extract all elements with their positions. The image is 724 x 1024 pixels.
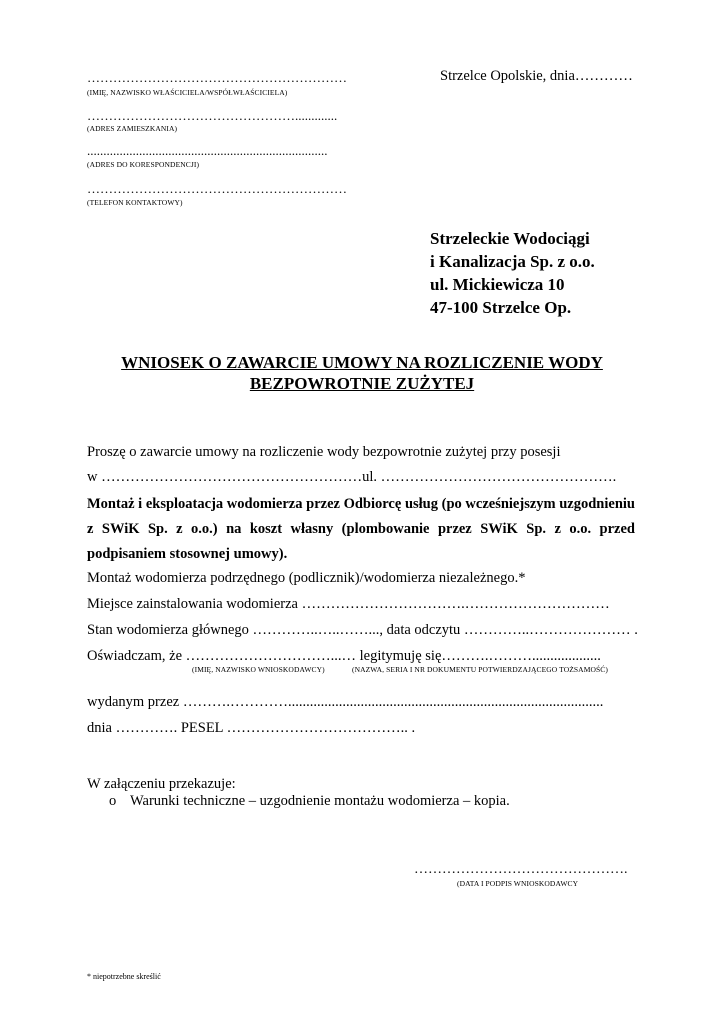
request-text: Proszę o zawarcie umowy na rozliczenie wody bezpowrotnie zużytej przy posesji [87, 444, 561, 460]
declaration-field[interactable]: Oświadczam, że …………………………...… legitymuję się……….………................... [87, 648, 601, 664]
issued-by-field[interactable]: wydanym przez ……….…………....................................................................................... [87, 694, 604, 710]
declaration-caption-name: (IMIĘ, NAZWISKO WNIOSKODAWCY) [192, 665, 325, 674]
attachments-heading: W załączeniu przekazuje: [87, 776, 236, 792]
footnote: * niepotrzebne skreślić [87, 972, 161, 981]
phone-line[interactable]: …………………………………………………… [87, 181, 347, 196]
recipient-line-3: ul. Mickiewicza 10 [430, 275, 565, 294]
phone-caption: (TELEFON KONTAKTOWY) [87, 198, 183, 207]
recipient-line-2: i Kanalizacja Sp. z o.o. [430, 252, 595, 271]
recipient-line-4: 47-100 Strzelce Op. [430, 298, 572, 317]
signature-caption: (DATA I PODPIS WNIOSKODAWCY [457, 879, 579, 888]
document-title-line-1: WNIOSEK O ZAWARCIE UMOWY NA ROZLICZENIE WODY [121, 353, 603, 372]
meter-place-field[interactable]: Miejsce zainstalowania wodomierza …………………………….………………………… [87, 596, 610, 612]
document-title-line-2: BEZPOWROTNIE ZUŻYTEJ [249, 374, 475, 393]
bullet-icon: o [109, 793, 117, 809]
date-pesel-field[interactable]: dnia …………. PESEL ……………………………….. . [87, 720, 416, 736]
signature-line[interactable]: ………………………………………. [414, 862, 628, 877]
owner-name-line[interactable]: …………………………………………………… [87, 70, 347, 85]
declaration-caption-document: (NAZWA, SERIA I NR DOKUMENTU POTWIERDZAJĄCEGO TOŻSAMOŚĆ) [352, 665, 608, 674]
installation-conditions: Montaż i eksploatacja wodomierza przez Odbiorcę usług (po wcześniejszym uzgodnieniu z SWiK Sp. z o.o.) na koszt własny (plombowanie przez SWiK Sp. z o.o. przed podpisaniem stosownej umowy). [87, 496, 635, 562]
meter-type-text: Montaż wodomierza podrzędnego (podlicznik)/wodomierza niezależnego.* [87, 570, 526, 586]
attachment-item: Warunki techniczne – uzgodnienie montażu wodomierza – kopia. [130, 793, 510, 809]
correspondence-address-line[interactable]: .......................................................................... [87, 143, 328, 158]
place-date-field[interactable]: Strzelce Opolskie, dnia………… [440, 68, 633, 84]
location-field[interactable]: w ………………………………………………ul. …………………………………………. [87, 469, 617, 485]
correspondence-address-caption: (ADRES DO KORESPONDENCJI) [87, 160, 200, 169]
recipient-address [430, 227, 595, 319]
address-line[interactable]: …………………………………………............. [87, 108, 338, 123]
owner-name-caption: (IMIĘ, NAZWISKO WŁAŚCICIELA/WSPÓŁWŁAŚCICIELA) [87, 88, 288, 97]
recipient-line-1: Strzeleckie Wodociągi [430, 229, 590, 248]
address-caption: (ADRES ZAMIESZKANIA) [87, 124, 178, 133]
main-meter-field[interactable]: Stan wodomierza głównego …………..…..……..., data odczytu …………..………………… . [87, 622, 638, 638]
